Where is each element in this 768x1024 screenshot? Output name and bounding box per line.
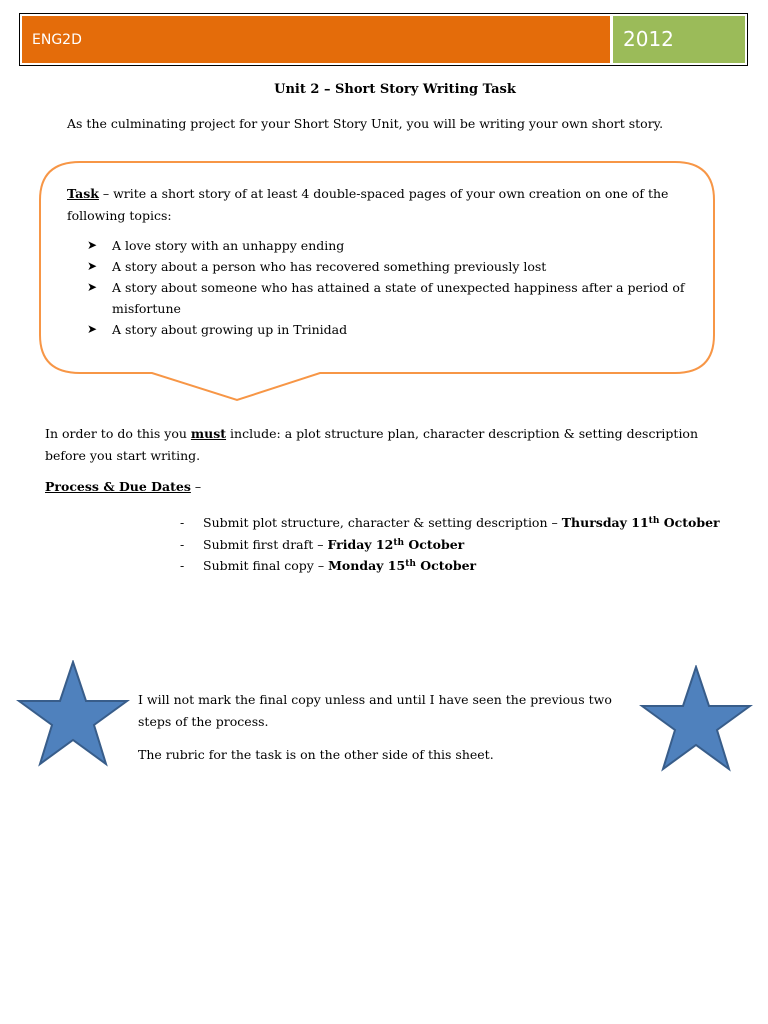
topic-list [67,235,697,340]
list-item: ➤ A story about someone who has attained a state of unexpected happiness after a period of misfortune [87,277,697,319]
list-item: ➤ A story about growing up in Trinidad [87,319,697,340]
task-box [67,183,697,340]
due-dates-list [180,512,750,577]
page-title: Unit 2 – Short Story Writing Task [274,82,516,97]
arrowhead-bullet-icon: ➤ [87,259,98,273]
process-heading: Process & Due Dates – [45,479,202,494]
intro-text: As the culminating project for your Short Story Unit, you will be writing your own short story. [67,116,664,131]
requirement-paragraph: In order to do this you must include: a plot structure plan, character description & setting description before you start writing. [45,426,699,463]
notes-block [138,689,628,777]
arrowhead-bullet-icon: ➤ [87,322,98,336]
list-item: ➤ A story about a person who has recovered something previously lost [87,256,697,277]
course-code: ENG2D [32,32,82,48]
note-final-copy: I will not mark the final copy unless and until I have seen the previous two steps of the process. [138,692,612,729]
list-item: - Submit first draft – Friday 12th October [180,536,465,552]
list-item: - Submit plot structure, character & setting description – Thursday 11th October [180,515,720,530]
arrowhead-bullet-icon: ➤ [87,280,98,294]
arrowhead-bullet-icon: ➤ [87,238,98,252]
right-star-icon [639,665,753,773]
task-description: – write a short story of at least 4 double-spaced pages of your own creation on one of the following topics: [67,186,669,223]
task-label: Task [67,186,99,201]
note-rubric: The rubric for the task is on the other side of this sheet. [138,747,494,762]
list-item: - Submit final copy – Monday 15th October [180,558,477,573]
year-label: 2012 [623,27,674,51]
left-star-icon [16,660,130,768]
must-emphasis: must [190,426,227,441]
list-item: ➤ A love story with an unhappy ending [87,235,697,256]
